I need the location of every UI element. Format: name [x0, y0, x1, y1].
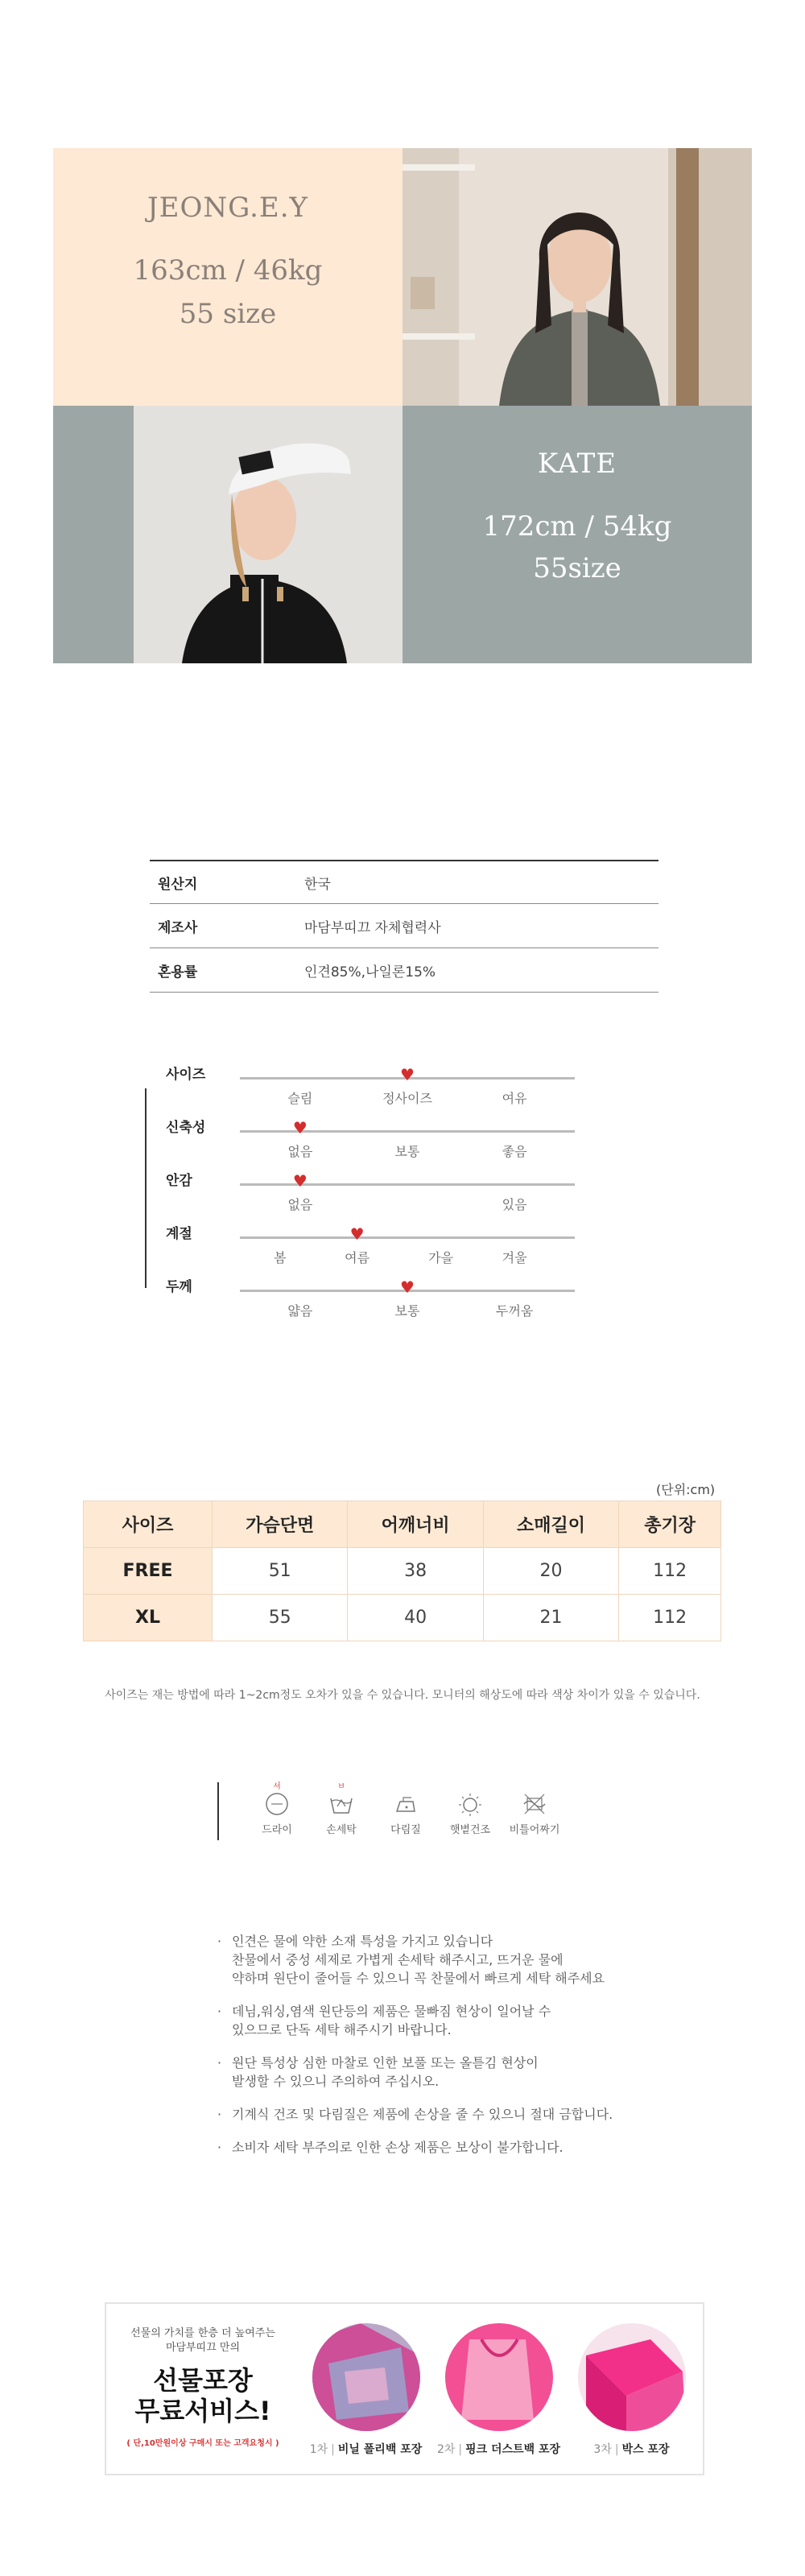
- size-cell: 55: [213, 1595, 348, 1641]
- sun-dry-icon: [456, 1790, 484, 1818]
- no-wring-icon: [521, 1790, 548, 1818]
- pack-name: 핑크 더스트백 포장: [465, 2443, 561, 2456]
- poly-bag-image: [312, 2323, 420, 2431]
- size-note: 사이즈는 재는 방법에 따라 1~2cm정도 오차가 있을 수 있습니다. 모니터의 해상도에 따라 색상 차이가 있을 수 있습니다.: [105, 1689, 700, 1702]
- size-table: [83, 1501, 721, 1641]
- product-info-table: [150, 860, 658, 993]
- gift-pack-caption: 1차 | 비닐 폴리백 포장: [309, 2443, 423, 2456]
- scale-row: [145, 1275, 596, 1328]
- dust-bag-image: [445, 2323, 553, 2431]
- size-cell: 51: [213, 1548, 348, 1595]
- info-value: 인견85%,나일론15%: [304, 964, 436, 980]
- pack-order: 3차: [593, 2443, 612, 2456]
- gift-title-2: 무료서비스!: [134, 2396, 271, 2426]
- scale-label: 두께: [166, 1279, 192, 1295]
- care-line: 찬물에서 중성 세제로 가볍게 손세탁 해주시고, 뜨거운 물에: [232, 1952, 564, 1967]
- scale-option: 두꺼움: [495, 1303, 534, 1319]
- care-line: · 원단 특성상 심한 마찰로 인한 보풀 또는 올튿김 현상이: [232, 2055, 539, 2070]
- info-value: 마담부띠끄 자체협력사: [304, 919, 441, 936]
- gift-title-1: 선물포장: [153, 2365, 253, 2396]
- heart-marker-icon: ♥: [349, 1224, 365, 1244]
- size-header-cell: 가슴단면: [213, 1501, 348, 1548]
- scale-row: [145, 1222, 596, 1275]
- care-note: [216, 2105, 667, 2124]
- care-line: 발생할 수 있으니 주의하여 주십시오.: [232, 2074, 440, 2089]
- scale-option: 여유: [502, 1091, 527, 1106]
- heart-marker-icon: ♥: [292, 1118, 308, 1137]
- wash-sub: [374, 1779, 438, 1789]
- size-header-cell: 소매길이: [483, 1501, 618, 1548]
- model-info-section: [53, 148, 752, 663]
- size-cell: 40: [348, 1595, 483, 1641]
- model-2-measurements: 172cm / 54kg: [482, 510, 672, 543]
- scale-option: 정사이즈: [382, 1091, 432, 1106]
- wash-item-iron: [374, 1779, 438, 1836]
- info-key: 원산지: [158, 876, 198, 893]
- scale-line: [240, 1236, 575, 1239]
- care-line: · 인견은 물에 약한 소재 특성을 가지고 있습니다: [232, 1934, 493, 1949]
- scale-option: 여름: [345, 1250, 370, 1265]
- wash-label: 햇볕건조: [449, 1824, 491, 1836]
- model-2-name: KATE: [537, 448, 617, 480]
- gift-pack-3: [565, 2304, 698, 2477]
- gift-wrap-banner: [105, 2302, 704, 2475]
- heart-marker-icon: ♥: [400, 1278, 415, 1297]
- scale-option: 좋음: [502, 1144, 527, 1159]
- size-row-label: FREE: [84, 1548, 213, 1595]
- scale-option: 슬림: [287, 1091, 313, 1106]
- model-1-name: JEONG.E.Y: [147, 192, 308, 224]
- model-2-photo: [134, 406, 402, 663]
- info-row-manufacturer: [150, 904, 658, 948]
- gift-pack-2: [432, 2304, 565, 2477]
- scale-row: [145, 1116, 596, 1169]
- info-value: 한국: [304, 876, 331, 893]
- wash-icons: [217, 1779, 588, 1852]
- size-header-cell: 총기장: [619, 1501, 721, 1548]
- scale-line: [240, 1130, 575, 1133]
- heart-marker-icon: ♥: [292, 1171, 308, 1191]
- wash-sub: ㅂ: [337, 1782, 345, 1791]
- size-cell: 38: [348, 1548, 483, 1595]
- model-2-text: [402, 406, 752, 663]
- size-table-header: [84, 1501, 721, 1548]
- pack-order: 1차: [309, 2443, 328, 2456]
- care-line: · 소비자 세탁 부주의로 인한 손상 제품은 보상이 불가합니다.: [232, 2140, 564, 2155]
- care-line: · 기계식 건조 및 다림질은 제품에 손상을 줄 수 있으니 절대 금합니다.: [232, 2107, 613, 2122]
- size-header-cell: 어깨너비: [348, 1501, 483, 1548]
- gift-pack-1: [299, 2304, 432, 2477]
- wash-item-no-wring: [502, 1779, 567, 1836]
- gift-line-2: 마담부띠끄 만의: [165, 2342, 241, 2354]
- scale-option: 없음: [287, 1144, 313, 1159]
- care-notes: [216, 1932, 667, 2171]
- gift-line-1: 선물의 가치를 한층 더 높여주는: [130, 2327, 275, 2339]
- scale-row: [145, 1169, 596, 1222]
- scale-row: [145, 1063, 596, 1116]
- wash-sub: 셔: [273, 1782, 281, 1791]
- size-cell: 21: [483, 1595, 618, 1641]
- size-row-label: XL: [84, 1595, 213, 1641]
- wash-label: 다림질: [390, 1824, 421, 1836]
- size-cell: 112: [619, 1548, 721, 1595]
- scale-label: 신축성: [166, 1120, 206, 1136]
- heart-marker-icon: ♥: [400, 1065, 415, 1084]
- info-key: 제조사: [158, 919, 198, 936]
- hand-wash-icon: [328, 1790, 355, 1818]
- pack-name: 박스 포장: [621, 2443, 670, 2456]
- info-row-origin: [150, 860, 658, 904]
- model-1-size: 55 size: [179, 298, 277, 330]
- scale-option: 보통: [394, 1144, 420, 1159]
- care-line: 약하며 원단이 줄어들 수 있으니 꼭 찬물에서 빠르게 세탁 해주세요: [232, 1971, 605, 1986]
- gift-pack-caption: 2차 | 핑크 더스트백 포장: [436, 2443, 561, 2456]
- pack-name: 비닐 폴리백 포장: [337, 2443, 423, 2456]
- scale-option: 없음: [287, 1197, 313, 1212]
- wash-item-dry: [245, 1779, 309, 1836]
- care-line: · 데님,워싱,염색 원단등의 제품은 물빠짐 현상이 일어날 수: [232, 2004, 551, 2019]
- size-cell: 20: [483, 1548, 618, 1595]
- model-1-text: [53, 148, 402, 406]
- care-note: [216, 2054, 667, 2091]
- gift-banner-text: [106, 2304, 299, 2477]
- wash-label: 손세탁: [326, 1824, 357, 1836]
- scale-option: 보통: [394, 1303, 420, 1319]
- scale-option: 가을: [428, 1250, 454, 1265]
- size-header-cell: 사이즈: [84, 1501, 213, 1548]
- info-key: 혼용률: [158, 964, 198, 980]
- model-row-1: [53, 148, 752, 406]
- table-row: [84, 1548, 721, 1595]
- dry-clean-icon: [263, 1790, 291, 1818]
- table-row: [84, 1595, 721, 1641]
- size-unit: (단위:cm): [656, 1482, 716, 1497]
- wash-sub: [438, 1779, 502, 1789]
- attribute-scales: [145, 1063, 596, 1328]
- scale-option: 있음: [502, 1197, 527, 1212]
- scale-option: 봄: [274, 1250, 287, 1265]
- wash-sub: [502, 1779, 567, 1789]
- care-note: [216, 2138, 667, 2157]
- scale-label: 안감: [166, 1173, 192, 1189]
- size-cell: 112: [619, 1595, 721, 1641]
- scale-option: 겨울: [502, 1250, 527, 1265]
- pack-order: 2차: [436, 2443, 456, 2456]
- info-row-material: [150, 948, 658, 993]
- wash-label: 드라이: [262, 1824, 292, 1836]
- wash-divider: [217, 1782, 219, 1840]
- care-note: [216, 1932, 667, 1988]
- box-image: [578, 2323, 686, 2431]
- wash-item-handwash: [309, 1779, 374, 1836]
- scale-label: 계절: [166, 1226, 192, 1242]
- scale-label: 사이즈: [166, 1067, 206, 1083]
- care-note: [216, 2002, 667, 2039]
- wash-label: 비틀어짜기: [509, 1824, 560, 1836]
- model-1-photo: [402, 148, 752, 406]
- wash-item-sun-dry: [438, 1779, 502, 1836]
- scale-option: 얇음: [287, 1303, 313, 1319]
- gift-pack-caption: 3차 | 박스 포장: [593, 2443, 670, 2456]
- model-row-2: [53, 406, 752, 663]
- model-2-size: 55size: [533, 552, 621, 584]
- iron-icon: [392, 1790, 419, 1818]
- gift-condition: ( 단,10만원이상 구매시 또는 고객요청시 ): [126, 2439, 279, 2448]
- care-line: 있으므로 단독 세탁 해주시기 바랍니다.: [232, 2022, 452, 2037]
- model-1-measurements: 163cm / 46kg: [133, 254, 323, 287]
- scale-line: [240, 1183, 575, 1186]
